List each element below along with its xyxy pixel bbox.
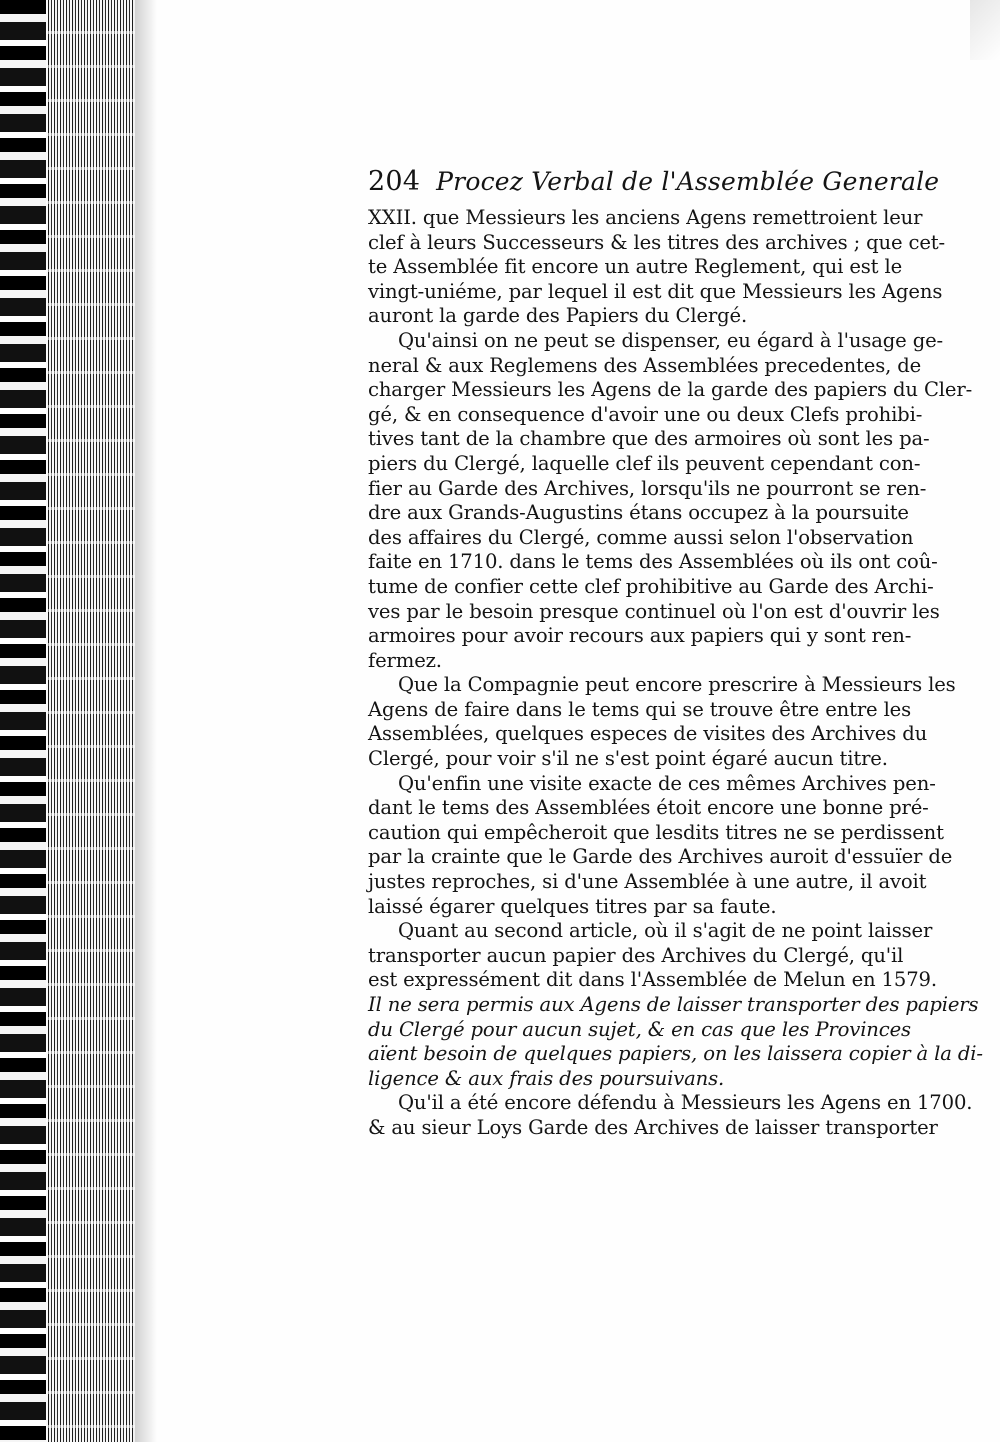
spine-shadow bbox=[135, 0, 157, 1442]
text-line: Qu'enfin une visite exacte de ces mêmes Archives pen- bbox=[398, 771, 936, 795]
page-number: 204 bbox=[368, 166, 421, 197]
text-line: fermez. bbox=[368, 648, 442, 672]
text-line: aïent besoin de quelques papiers, on les laissera copier à la di- bbox=[368, 1042, 983, 1066]
text-line: justes reproches, si d'une Assemblée à une autre, il avoit bbox=[368, 870, 927, 894]
page-edge-stack bbox=[0, 0, 135, 1442]
text-line: auront la garde des Papiers du Clergé. bbox=[368, 304, 748, 328]
text-line: transporter aucun papier des Archives du Clergé, qu'il bbox=[368, 943, 904, 967]
text-line: gé, & en consequence d'avoir une ou deux Clefs prohibi- bbox=[368, 402, 923, 426]
text-line: Qu'ainsi on ne peut se dispenser, eu égard à l'usage ge- bbox=[398, 328, 943, 352]
text-line: caution qui empêcheroit que lesdits titres ne se perdissent bbox=[368, 820, 944, 844]
text-line: laissé égarer quelques titres par sa faute. bbox=[368, 894, 777, 918]
text-line: charger Messieurs les Agens de la garde des papiers du Cler- bbox=[368, 378, 973, 402]
text-line: armoires pour avoir recours aux papiers qui y sont ren- bbox=[368, 624, 912, 648]
text-line: Quant au second article, où il s'agit de ne point laisser bbox=[398, 919, 933, 943]
text-line: dant le tems des Assemblées étoit encore une bonne pré- bbox=[368, 796, 929, 820]
text-line: Assemblées, quelques especes de visites des Archives du bbox=[368, 722, 928, 746]
text-line: Que la Compagnie peut encore prescrire à Messieurs les bbox=[398, 673, 956, 697]
text-line: faite en 1710. dans le tems des Assemblées où ils ont coû- bbox=[368, 550, 938, 574]
text-line: & au sieur Loys Garde des Archives de laisser transporter bbox=[368, 1115, 938, 1139]
text-line: Il ne sera permis aux Agens de laisser transporter des papiers bbox=[368, 993, 979, 1016]
text-line: par la crainte que le Garde des Archives auroit d'essuïer de bbox=[368, 845, 953, 869]
text-line: piers du Clergé, laquelle clef ils peuvent cependant con- bbox=[368, 451, 921, 475]
text-line: des affaires du Clergé, comme aussi selon l'observation bbox=[368, 525, 914, 549]
text-line: vingt-uniéme, par lequel il est dit que Messieurs les Agens bbox=[368, 279, 943, 303]
text-line: Qu'il a été encore défendu à Messieurs les Agens en 1700. bbox=[398, 1091, 973, 1115]
text-line: te Assemblée fit encore un autre Reglement, qui est le bbox=[368, 255, 903, 279]
text-line: clef à leurs Successeurs & les titres des archives ; que cet- bbox=[368, 230, 945, 254]
text-block bbox=[368, 160, 983, 1141]
text-line: neral & aux Reglemens des Assemblées precedentes, de bbox=[368, 353, 922, 377]
body-text bbox=[368, 206, 983, 1141]
text-line: ves par le besoin presque continuel où l'on est d'ouvrir les bbox=[368, 599, 940, 623]
text-line: XXII. que Messieurs les anciens Agens remettroient leur bbox=[368, 206, 923, 229]
text-line: Clergé, pour voir s'il ne s'est point égaré aucun titre. bbox=[368, 747, 888, 771]
text-line: Agens de faire dans le tems qui se trouve être entre les bbox=[368, 697, 912, 721]
text-line: tume de confier cette clef prohibitive au Garde des Archi- bbox=[368, 574, 934, 598]
running-head bbox=[368, 160, 940, 204]
text-line: tives tant de la chambre que des armoires où sont les pa- bbox=[368, 427, 930, 451]
page-corner bbox=[970, 0, 1000, 60]
text-line: ligence & aux frais des poursuivans. bbox=[368, 1066, 725, 1090]
text-line: est expressément dit dans l'Assemblée de Melun en 1579. bbox=[368, 968, 937, 992]
text-line: du Clergé pour aucun sujet, & en cas que les Provinces bbox=[368, 1017, 911, 1041]
text-line: dre aux Grands-Augustins étans occupez à la poursuite bbox=[368, 501, 909, 525]
text-line: fier au Garde des Archives, lorsqu'ils ne pourront se ren- bbox=[368, 476, 927, 500]
running-title: Procez Verbal de l'Assemblée Generale bbox=[436, 167, 940, 196]
